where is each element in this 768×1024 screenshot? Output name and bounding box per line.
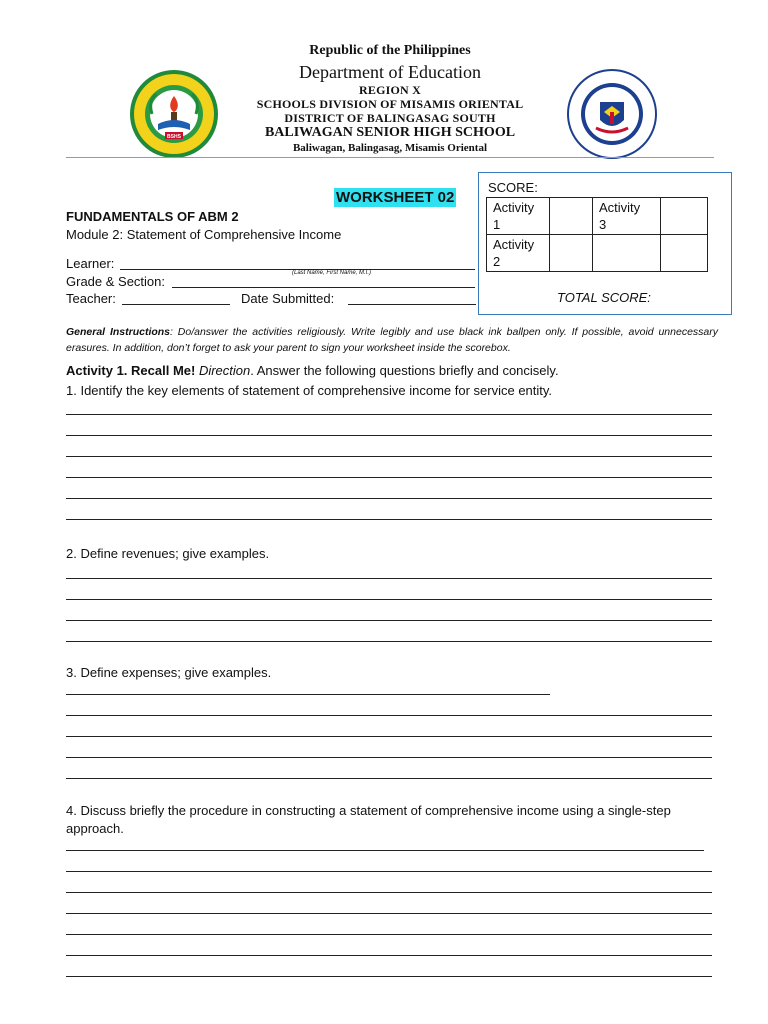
answer-line[interactable] xyxy=(66,694,550,695)
answer-line[interactable] xyxy=(66,578,712,579)
question-2: 2. Define revenues; give examples. xyxy=(66,546,270,561)
instructions-text: : Do/answer the activities religiously. Write legibly and use black ink ballpen only. If possible, avoid unnecessary erasures. In addition, don’t forget to ask your parent to sign your worksheet inside the scorebox. xyxy=(66,326,718,354)
answer-line[interactable] xyxy=(66,519,712,520)
name-hint: (Last Name, First Name, M.I.) xyxy=(292,270,372,276)
question-4: 4. Discuss briefly the procedure in constructing a statement of comprehensive income using a single-step approach. xyxy=(66,803,671,836)
activity1-score[interactable] xyxy=(550,198,593,235)
activity3-cell: Activity 3 xyxy=(593,198,661,235)
general-instructions xyxy=(66,324,718,356)
answer-line[interactable] xyxy=(66,715,712,716)
header-divider xyxy=(66,157,714,158)
answer-line[interactable] xyxy=(66,892,712,893)
learner-label: Learner: xyxy=(66,256,115,271)
answer-line[interactable] xyxy=(66,435,712,436)
date-field[interactable] xyxy=(348,304,476,305)
answer-line[interactable] xyxy=(66,736,712,737)
region-line: REGION X xyxy=(359,83,421,97)
answer-line[interactable] xyxy=(66,778,712,779)
answer-line[interactable] xyxy=(66,976,712,977)
instructions-label: General Instructions xyxy=(66,326,171,338)
answer-line[interactable] xyxy=(66,871,712,872)
teacher-field[interactable] xyxy=(122,304,230,305)
activity1-cell: Activity 1 xyxy=(487,198,550,235)
grade-field[interactable] xyxy=(172,287,475,288)
district-line: DISTRICT OF BALINGASAG SOUTH xyxy=(284,111,496,125)
empty-cell xyxy=(593,235,661,272)
answer-line[interactable] xyxy=(66,641,712,642)
score-table xyxy=(486,197,708,272)
answer-line[interactable] xyxy=(66,477,712,478)
question-3: 3. Define expenses; give examples. xyxy=(66,665,272,680)
answer-line[interactable] xyxy=(66,498,712,499)
empty-score xyxy=(661,235,708,272)
answer-line[interactable] xyxy=(66,620,712,621)
answer-line[interactable] xyxy=(66,456,712,457)
activity2-cell: Activity 2 xyxy=(487,235,550,272)
answer-line[interactable] xyxy=(66,599,712,600)
activity2-score[interactable] xyxy=(550,235,593,272)
worksheet-title: WORKSHEET 02 xyxy=(336,189,455,206)
answer-line[interactable] xyxy=(66,955,712,956)
activity-heading xyxy=(66,363,559,378)
total-score-label: TOTAL SCORE: xyxy=(557,290,651,305)
question-1: 1. Identify the key elements of statement of comprehensive income for service entity. xyxy=(66,383,553,398)
answer-line[interactable] xyxy=(66,757,712,758)
direction-label: Direction xyxy=(198,363,251,378)
answer-line[interactable] xyxy=(66,913,712,914)
department-line: Department of Education xyxy=(299,62,481,82)
answer-line[interactable] xyxy=(66,850,704,851)
activity3-score[interactable] xyxy=(661,198,708,235)
school-name: BALIWAGAN SENIOR HIGH SCHOOL xyxy=(264,125,516,140)
module-title: Module 2: Statement of Comprehensive Income xyxy=(66,227,342,242)
teacher-label: Teacher: xyxy=(66,291,116,306)
republic-line: Republic of the Philippines xyxy=(309,43,471,58)
activity-title: Activity 1. Recall Me! xyxy=(66,363,196,378)
score-label: SCORE: xyxy=(488,180,538,195)
subject-title: FUNDAMENTALS OF ABM 2 xyxy=(66,209,239,224)
date-label: Date Submitted: xyxy=(241,291,335,306)
school-logo-badge: BSHS xyxy=(167,134,181,140)
school-address: Baliwagan, Balingasag, Misamis Oriental xyxy=(292,142,488,154)
division-line: SCHOOLS DIVISION OF MISAMIS ORIENTAL xyxy=(256,97,524,111)
answer-line[interactable] xyxy=(66,414,712,415)
direction-text: . Answer the following questions briefly and concisely. xyxy=(250,363,559,378)
grade-label: Grade & Section: xyxy=(66,274,165,289)
answer-line[interactable] xyxy=(66,934,712,935)
